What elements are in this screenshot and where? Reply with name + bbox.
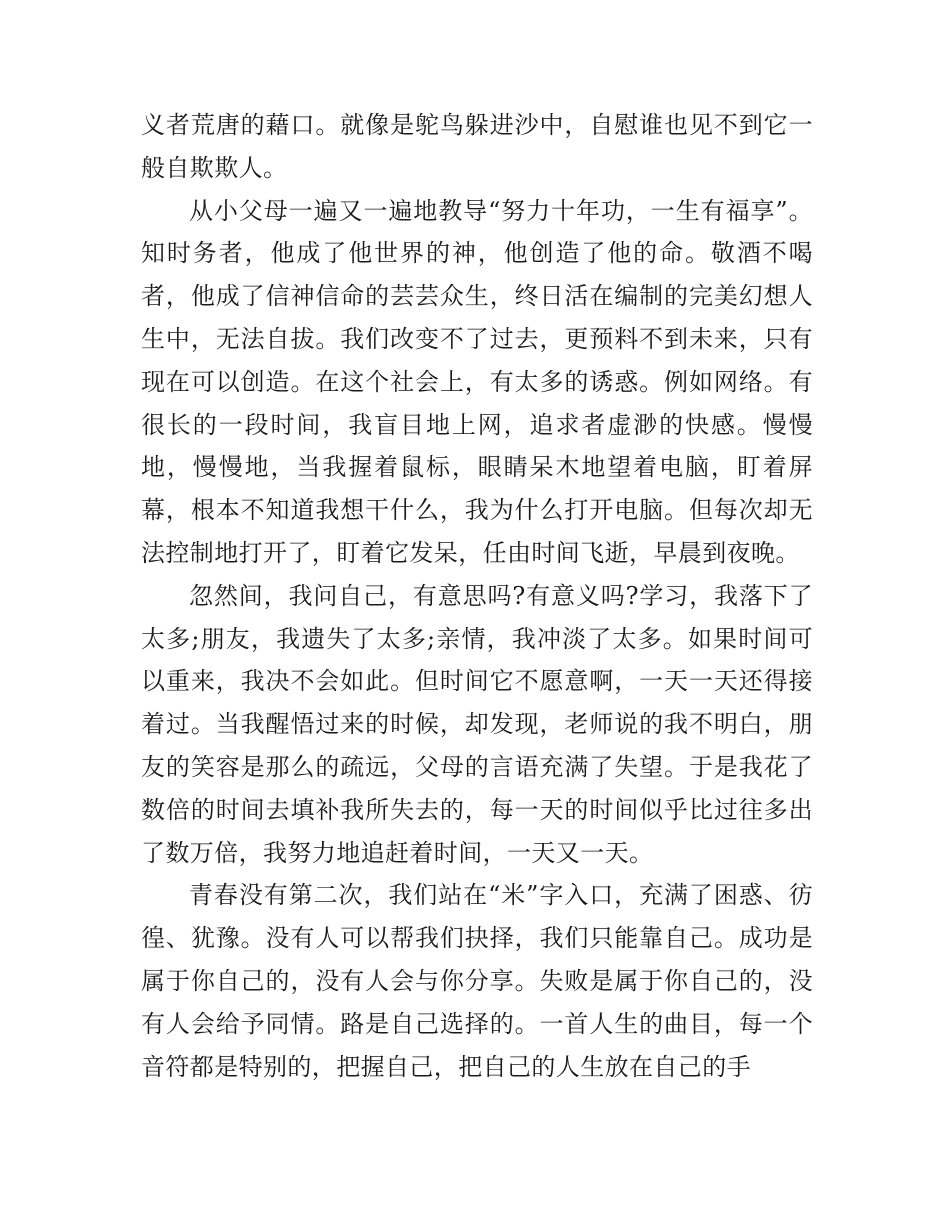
paragraph-continuation: 义者荒唐的藉口。就像是鸵鸟躲进沙中，自慰谁也见不到它一般自欺欺人。 bbox=[141, 111, 813, 182]
paragraph: 忽然间，我问自己，有意思吗?有意义吗?学习，我落下了太多;朋友，我遗失了太多;亲情，我冲淡了太多。如果时间可以重来，我决不会如此。但时间它不愿意啊，一天一天还得接着过。当我醒悟过来的时候，却发现，老师说的我不明白，朋友的笑容是那么的疏远，父母的言语充满了失望。于是我花了数倍的时间去填补我所失去的，每一天的时间似乎比过往多出了数万倍，我努力地追赶着时间，一天又一天。 bbox=[141, 581, 813, 867]
body-text bbox=[141, 104, 813, 1088]
paragraph: 从小父母一遍又一遍地教导“努力十年功，一生有福享”。知时务者，他成了他世界的神，他创造了他的命。敬酒不喝者，他成了信神信命的芸芸众生，终日活在编制的完美幻想人生中，无法自拔。我们改变不了过去，更预料不到未来，只有现在可以创造。在这个社会上，有太多的诱惑。例如网络。有很长的一段时间，我盲目地上网，追求者虚渺的快感。慢慢地，慢慢地，当我握着鼠标，眼睛呆木地望着电脑，盯着屏幕，根本不知道我想干什么，我为什么打开电脑。但每次却无法控制地打开了，盯着它发呆，任由时间飞逝，早晨到夜晚。 bbox=[141, 196, 813, 567]
paragraph: 青春没有第二次，我们站在“米”字入口，充满了困惑、彷徨、犹豫。没有人可以帮我们抉择，我们只能靠自己。成功是属于你自己的，没有人会与你分享。失败是属于你自己的，没有人会给予同情。路是自己选择的。一首人生的曲目，每一个音符都是特别的，把握自己，把自己的人生放在自己的手 bbox=[141, 881, 813, 1081]
